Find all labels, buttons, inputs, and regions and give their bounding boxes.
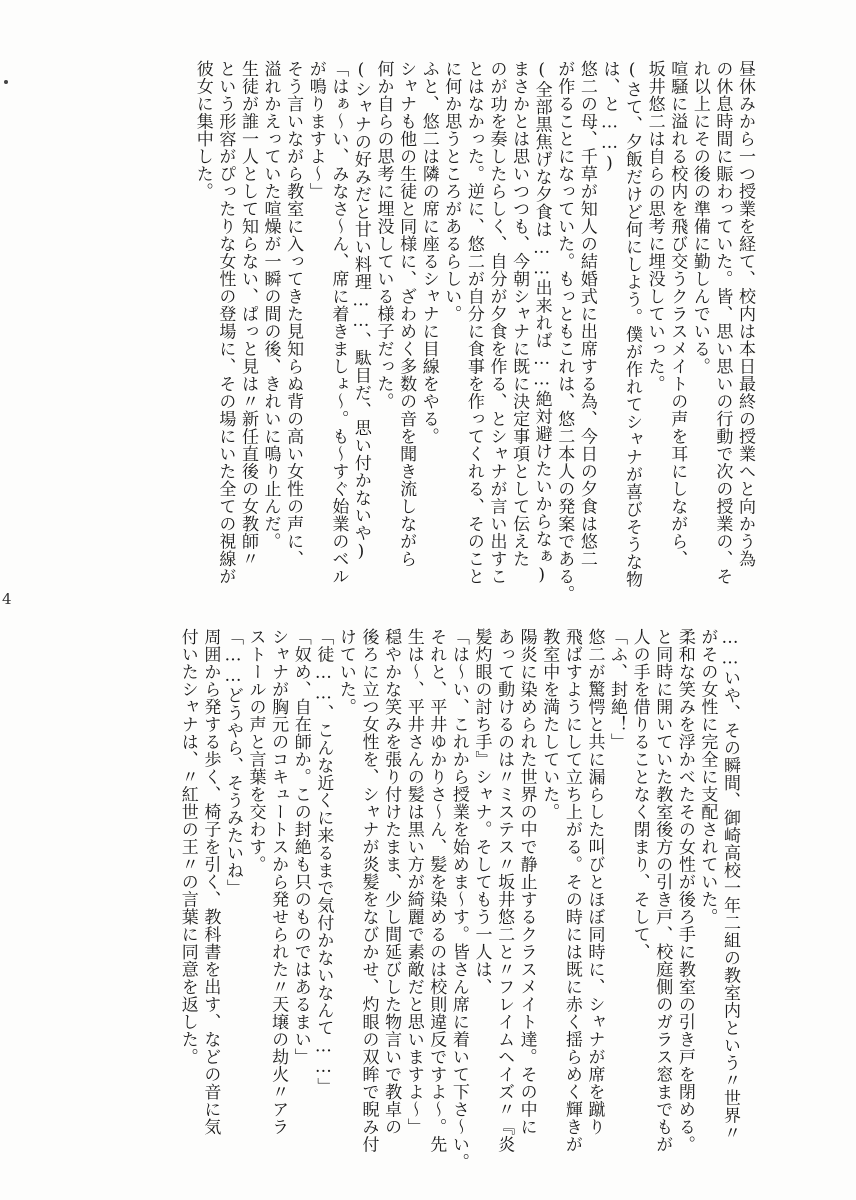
text-column: 生徒が誰一人として知らない、ぱっと見は〃新任直後の女教師〃 <box>237 60 258 568</box>
text-column: ふと、悠二は隣の席に座るシャナに目線をやる。 <box>418 60 439 445</box>
text-column: 「徒……、こんな近くに来るまで気付かないなんて……」 <box>313 628 334 1095</box>
text-column: れ以上にその後の準備に勤しんでいる。 <box>689 60 710 375</box>
text-column: とはなかった。逆に、悠二が自分に食事を作ってくれる、そのこと <box>463 60 484 585</box>
text-column: 「は～い、これから授業を始めま～す。皆さん席に着いて下さ～い。 <box>448 628 469 1171</box>
text-column: がその女性に完全に支配されていた。 <box>697 628 718 926</box>
text-column: 悠二が驚愕と共に漏らした叫びとほぼ同時に、シャナが席を蹴り <box>584 628 605 1136</box>
text-column: に何か思うところがあるらしい。 <box>441 60 462 323</box>
text-column: (さて、夕飯だけど何にしよう。僕が作れてシャナが喜びそうな物 <box>622 60 643 588</box>
text-column: 周囲から発する歩く、椅子を引く、教科書を出す、などの音に気 <box>200 628 221 1136</box>
margin-mark <box>4 80 8 84</box>
text-column: 昼休みから一つ授業を経て、校内は本日最終の授業へと向かう為 <box>735 60 755 568</box>
text-column: そう言いながら教室に入ってきた見知らぬ背の高い女性の声に、 <box>283 60 304 568</box>
text-column: 「はぁ～い、みなさ～ん、席に着きましょ～。も～すぐ始業のベル <box>328 60 349 585</box>
text-column: シャナが胸元のコキュートスから発せられた〃天壌の劫火〃アラ <box>268 628 289 1136</box>
text-column: 付いたシャナは、〃紅世の王〃の言葉に同意を返した。 <box>177 628 198 1066</box>
text-column: 喧騒に溢れる校内を飛び交うクラスメイトの声を耳にしながら、 <box>667 60 688 568</box>
text-column: 教室中を満たしていた。 <box>539 628 560 821</box>
text-column: 「ふ、封絶！」 <box>607 628 628 751</box>
text-column: ……いや、その瞬間、御崎高校一年二組の教室内という〃世界〃 <box>720 628 740 1142</box>
text-column: まさかとは思いつつも、今朝シャナに既に決定事項として伝えた <box>509 60 530 568</box>
text-column: 何か自らの思考に埋没している様子だった。 <box>373 60 394 410</box>
bottom-text-block <box>176 628 741 1188</box>
text-column: 柔和な笑みを浮かべたその女性が後ろ手に教室の引き戸を閉める。 <box>674 628 695 1153</box>
text-column: と同時に開いていた教室後方の引き戸、校庭側のガラス窓までもが <box>652 628 673 1153</box>
text-column: (全部黒焦げな夕食は……出来れば……絶対避けたいからなぁ) <box>531 60 552 586</box>
text-column: 溢れかえっていた喧燥が一瞬の間の後、きれいに鳴り止んだ。 <box>260 60 281 550</box>
text-column: 陽炎に染められた世界の中で静止するクラスメイト達。その中に <box>516 628 537 1136</box>
text-column: 「奴め、自在師か。この封絶も只のものではあるまい」 <box>290 628 311 1066</box>
text-column: 飛ばすようにして立ち上がる。その時には既に赤く揺らめく輝きが <box>561 628 582 1153</box>
text-column: 生は～、平井さんの髪は黒い方が綺麗で素敵だと思いますよ～」 <box>403 628 424 1136</box>
page-number: 4 <box>2 590 12 608</box>
text-column: 彼女に集中した。 <box>192 60 213 200</box>
text-column: シャナも他の生徒と同様に、ざわめく多数の音を聞き流しながら <box>396 60 417 568</box>
text-column: 「……どうやら、そうみたいね」 <box>222 628 243 897</box>
text-column: が作ることになっていた。もっともこれは、悠二本人の発案である。 <box>554 60 575 603</box>
text-column: ストールの声と言葉を交わす。 <box>245 628 266 873</box>
text-column: は、と……) <box>599 60 620 174</box>
text-column: 人の手を借りることなく閉まり、そして、 <box>629 628 650 961</box>
text-column: それと、平井ゆかりさ～ん、髪を染めるのは校則違反ですよ～。先 <box>426 628 447 1153</box>
text-column: の休息時間に賑わっていた。皆、思い思いの行動で次の授業の、そ <box>712 60 733 585</box>
text-column: という形容がぴったりな女性の登場に、その場にいた全ての視線が <box>215 60 236 585</box>
text-column: (シャナの好みだと甘い料理……、駄目だ、思い付かないや) <box>350 60 371 562</box>
text-column: 穏やかな笑みを張り付けたまま、少し間延びした物言いで教卓の <box>381 628 402 1136</box>
top-text-block <box>191 60 756 603</box>
text-column: けていた。 <box>335 628 356 716</box>
text-column: 髪灼眼の討ち手』シャナ。そしてもう一人は、 <box>471 628 492 996</box>
text-column: が鳴りますよ～」 <box>305 60 326 200</box>
text-column: 後ろに立つ女性を、シャナが炎髪をなびかせ、灼眼の双眸で睨み付 <box>358 628 379 1153</box>
text-column: のが功を奏したらしく、自分が夕食を作る、とシャナが言い出すこ <box>486 60 507 585</box>
text-column: あって動けるのは〃ミステス〃坂井悠二と〃フレイムヘイズ〃『炎 <box>494 628 515 1153</box>
text-column: 悠二の母、千草が知人の結婚式に出席する為、今日の夕食は悠二 <box>576 60 597 568</box>
text-column: 坂井悠二は自らの思考に埋没していった。 <box>644 60 665 393</box>
